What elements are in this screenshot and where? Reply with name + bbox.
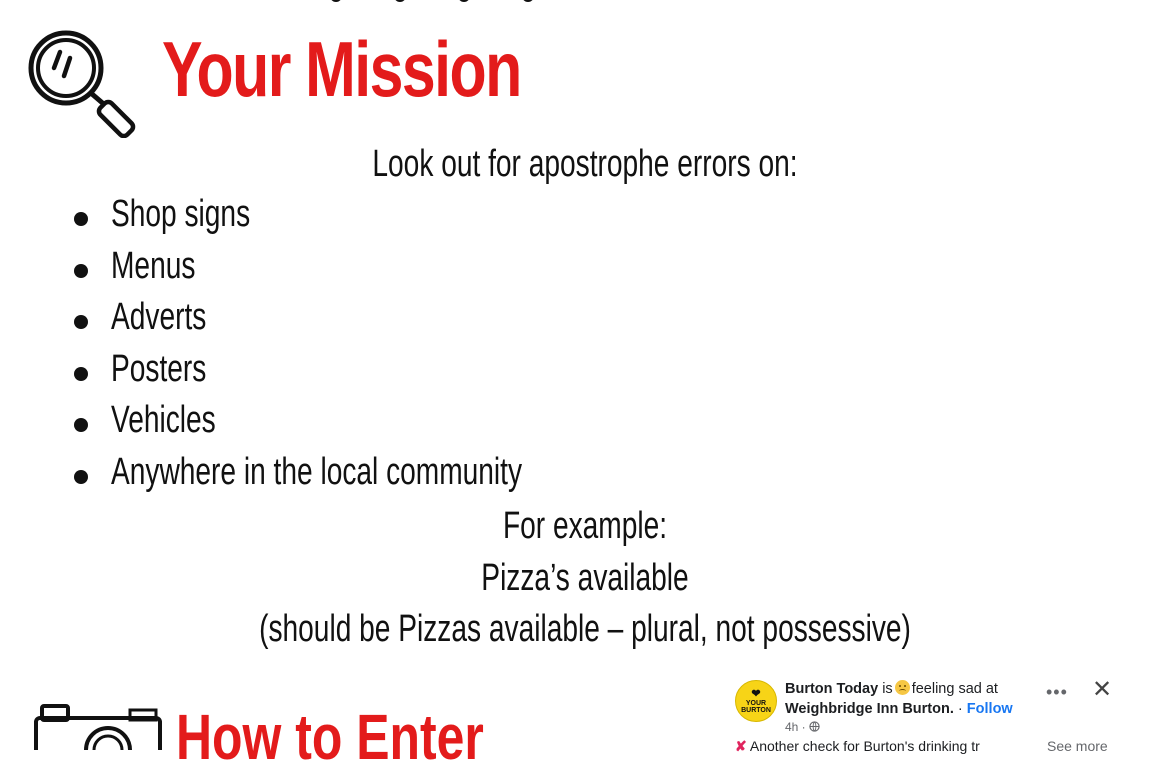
more-options-icon[interactable]: ••• [1046,682,1068,702]
bullet-icon [74,367,88,381]
post-header-line1 [785,680,998,697]
globe-icon [809,721,820,732]
bullet-icon [74,470,88,484]
camera-icon [32,700,164,750]
example-label: For example: [502,505,668,547]
list-item-label: Shop signs [111,193,251,235]
heart-icon: ❤ [751,687,761,700]
cropped-top-text [330,0,586,6]
see-more-link[interactable]: See more [1041,738,1108,754]
list-item-label: Adverts [111,296,207,339]
list-item-label: Vehicles [111,399,216,442]
list-item-label: Posters [111,347,207,390]
post-body-text: Another check for Burton's drinking tr [749,738,980,754]
list-item-label: Anywhere in the local community [111,450,523,493]
mission-title: Your Mission [162,25,521,113]
red-cross-icon: ✘ [735,738,747,754]
location-link[interactable]: Weighbridge Inn Burton. [785,701,954,717]
follow-button[interactable]: Follow [966,701,1013,717]
bullet-icon [74,212,88,226]
list-item-label: Menus [111,244,196,287]
facebook-post [726,670,1166,754]
page-name-link[interactable]: Burton Today [785,681,879,697]
sad-face-icon [895,680,910,695]
status-prefix: is [882,681,893,697]
bullet-icon [74,315,88,329]
close-icon[interactable]: ✕ [1092,676,1113,703]
status-text: feeling sad at [911,681,998,697]
timestamp[interactable]: 4h · [785,720,806,734]
post-header-line2 [785,701,1013,717]
how-to-enter-title: How to Enter [176,701,484,773]
avatar-text: YOUR BURTON [741,699,771,714]
magnifying-glass-icon [26,28,142,138]
post-meta [785,720,820,734]
example-text: Pizza’s available [481,557,689,599]
avatar[interactable] [735,680,777,722]
separator: · [957,701,963,717]
bullet-icon [74,418,88,432]
intro-text: Look out for apostrophe errors on: [372,143,798,185]
example-note: (should be Pizzas available – plural, not possessive) [259,608,911,650]
bullet-icon [74,264,88,278]
